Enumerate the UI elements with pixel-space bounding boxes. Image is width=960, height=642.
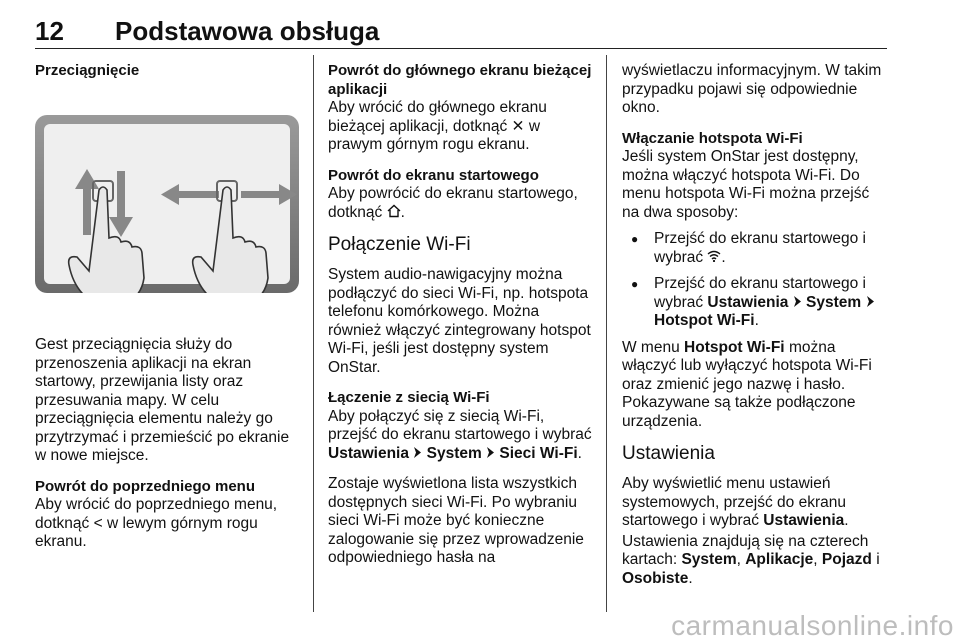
chapter-title: Podstawowa obsługa	[115, 16, 380, 46]
watermark: carmanualsonline.info	[671, 610, 954, 641]
close-icon: ✕	[511, 117, 525, 135]
list-item: ● Przejść do ekranu startowego i wybrać .	[622, 230, 884, 267]
paragraph-settings-tabs: Ustawienia znajdują się na czterech kartach: System, Aplikacje, Pojazd i Osobiste.	[622, 532, 880, 587]
paragraph-settings: Aby wyświetlić menu ustawień systemowych, przejść do ekranu startowego i wybrać Ustawienia.	[622, 475, 849, 529]
column-divider	[313, 55, 314, 612]
header-rule	[35, 48, 887, 49]
heading-back-home: Powrót do ekranu startowego	[328, 166, 539, 184]
arrow-right-icon	[793, 296, 802, 307]
column-3	[622, 62, 884, 600]
drag-gesture-illustration	[35, 115, 299, 293]
paragraph-wifi-list: Zostaje wyświetlona lista wszystkich dostępnych sieci Wi-Fi. Po wybraniu sieci Wi-Fi może być konieczne zalogowanie się przez wprowadzenie odpowiedniego hasła na	[328, 475, 584, 566]
list-item: ● Przejść do ekranu startowego i wybrać Ustawienia System Hotspot Wi-Fi.	[622, 275, 884, 331]
heading-drag: Przeciągnięcie	[35, 62, 140, 79]
page-header	[35, 12, 887, 52]
heading-wifi-connect: Łączenie z siecią Wi-Fi	[328, 389, 490, 406]
section-settings: Ustawienia	[622, 443, 715, 464]
column-1	[35, 62, 301, 564]
paragraph-back-home: Aby powrócić do ekranu startowego, dotknąć .	[328, 185, 578, 221]
back-chevron-icon: <	[93, 514, 103, 532]
page-number: 12	[35, 16, 64, 46]
column-divider	[606, 55, 607, 612]
home-icon	[387, 204, 401, 218]
arrow-right-icon	[413, 447, 422, 458]
paragraph-hotspot-menu: W menu Hotspot Wi-Fi można włączyć lub wyłączyć hotspota Wi-Fi oraz zmienić jego nazwę i hasło. Pokazywane są także podłączone urządzenia.	[622, 338, 872, 430]
column-2	[328, 62, 596, 580]
arrow-right-icon	[486, 447, 495, 458]
paragraph-drag: Gest przeciągnięcia służy do przenoszenia aplikacji na ekran startowy, przewijania listy oraz przesuwania mapy. W celu przeciągnięcia elementu należy go przytrzymać i przemieścić po ekranie w nowe miejsce.	[35, 336, 290, 464]
paragraph-wifi-list-cont: wyświetlaczu informacyjnym. W takim przypadku pojawi się odpowiednie okno.	[622, 62, 882, 116]
wifi-icon	[707, 250, 721, 262]
paragraph-wifi-connect: Aby połączyć się z siecią Wi-Fi, przejść do ekranu startowego i wybrać Ustawienia System Sieci Wi-Fi.	[328, 407, 592, 462]
paragraph-back-main: Aby wrócić do głównego ekranu bieżącej aplikacji, dotknąć ✕ w prawym górnym rogu ekranu.	[328, 99, 547, 153]
heading-back-main: Powrót do głównego ekranu bieżącej aplikacji	[328, 62, 592, 98]
section-wifi: Połączenie Wi-Fi	[328, 234, 471, 255]
hotspot-ways-list	[622, 230, 884, 331]
paragraph-hotspot-intro: Jeśli system OnStar jest dostępny, można włączyć hotspota Wi-Fi. Do menu hotspota Wi-Fi można przejść na dwa sposoby:	[622, 148, 870, 221]
arrow-right-icon	[866, 296, 875, 307]
heading-hotspot: Włączanie hotspota Wi-Fi	[622, 129, 803, 147]
heading-back-previous: Powrót do poprzedniego menu	[35, 477, 255, 495]
paragraph-wifi-intro: System audio-nawigacyjny można podłączyć do sieci Wi-Fi, np. hotspota telefonu komórkowego. Można również włączyć zintegrowany hotspot Wi-Fi, jeśli jest dostępny system OnStar.	[328, 266, 591, 376]
paragraph-back-previous: Aby wrócić do poprzedniego menu, dotknąć < w lewym górnym rogu ekranu.	[35, 496, 278, 550]
